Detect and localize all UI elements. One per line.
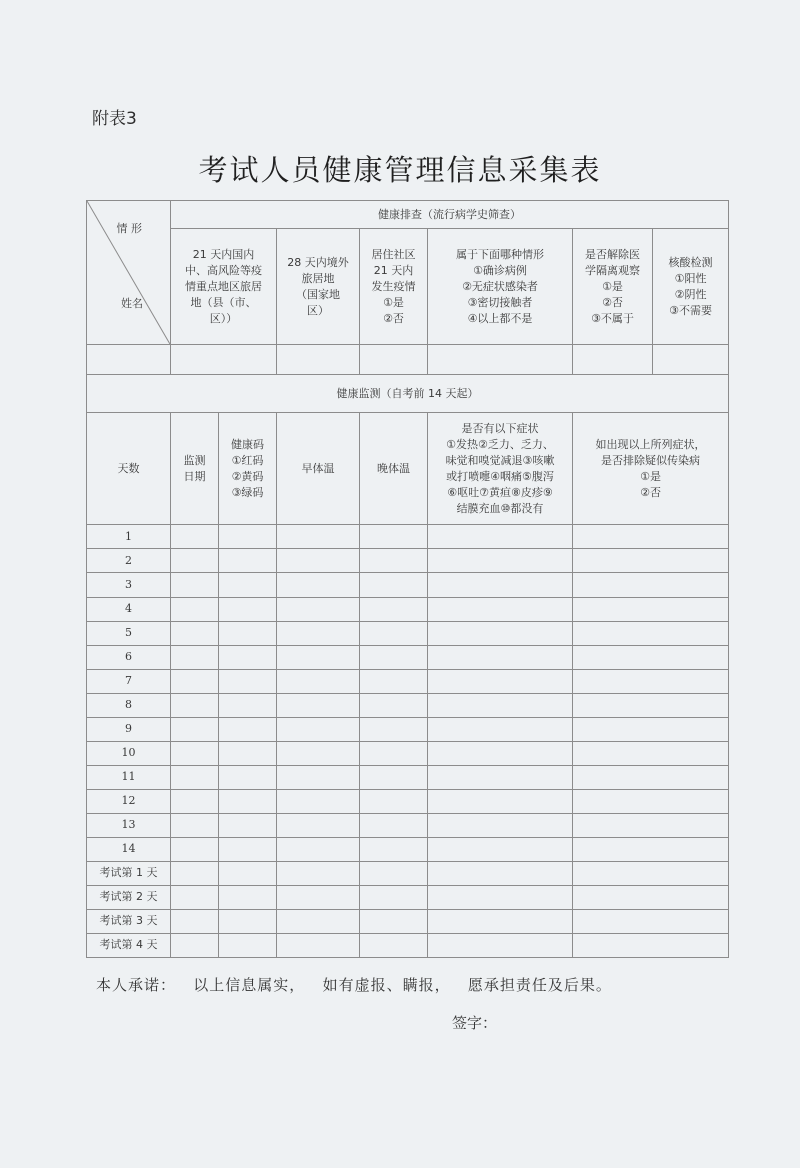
health-code-cell[interactable] <box>219 597 277 621</box>
evening-temp-cell[interactable] <box>360 933 428 957</box>
date-cell[interactable] <box>171 909 219 933</box>
date-cell[interactable] <box>171 717 219 741</box>
evening-temp-cell[interactable] <box>360 909 428 933</box>
symptoms-cell[interactable] <box>428 573 573 597</box>
morning-temp-cell[interactable] <box>277 669 360 693</box>
health-code-cell[interactable] <box>219 573 277 597</box>
health-code-cell[interactable] <box>219 645 277 669</box>
answer-cell[interactable] <box>428 345 573 375</box>
date-cell[interactable] <box>171 933 219 957</box>
question-community-outbreak: 居住社区 21 天内 发生疫情 ①是 ②否 <box>360 229 428 345</box>
symptoms-cell[interactable] <box>428 837 573 861</box>
exclude-cell[interactable] <box>573 861 729 885</box>
day-label: 8 <box>87 693 171 717</box>
exclude-cell[interactable] <box>573 741 729 765</box>
page-title: 考试人员健康管理信息采集表 <box>198 153 602 187</box>
date-cell[interactable] <box>171 669 219 693</box>
health-code-cell[interactable] <box>219 813 277 837</box>
col-header-exclude-infection: 如出现以上所列症状， 是否排除疑似传染病 ①是 ②否 <box>573 413 729 525</box>
symptoms-cell[interactable] <box>428 813 573 837</box>
monitoring-row <box>87 549 729 573</box>
evening-temp-cell[interactable] <box>360 837 428 861</box>
monitoring-row <box>87 525 729 549</box>
monitoring-row <box>87 861 729 885</box>
symptoms-cell[interactable] <box>428 789 573 813</box>
morning-temp-cell[interactable] <box>277 693 360 717</box>
evening-temp-cell[interactable] <box>360 525 428 549</box>
symptoms-cell[interactable] <box>428 621 573 645</box>
monitoring-row <box>87 789 729 813</box>
exclude-cell[interactable] <box>573 597 729 621</box>
exclude-cell[interactable] <box>573 621 729 645</box>
symptoms-cell[interactable] <box>428 693 573 717</box>
morning-temp-cell[interactable] <box>277 645 360 669</box>
health-code-cell[interactable] <box>219 909 277 933</box>
appendix-label: 附表3 <box>92 109 137 129</box>
date-cell[interactable] <box>171 861 219 885</box>
day-label: 1 <box>87 525 171 549</box>
answer-cell[interactable] <box>653 345 729 375</box>
morning-temp-cell[interactable] <box>277 573 360 597</box>
col-header-day: 天数 <box>87 413 171 525</box>
evening-temp-cell[interactable] <box>360 765 428 789</box>
date-cell[interactable] <box>171 741 219 765</box>
promise-statement: 本人承诺： 以上信息属实， 如有虚报、瞒报， 愿承担责任及后果。 <box>96 976 612 994</box>
exclude-cell[interactable] <box>573 693 729 717</box>
exclude-cell[interactable] <box>573 933 729 957</box>
morning-temp-cell[interactable] <box>277 765 360 789</box>
monitoring-row <box>87 741 729 765</box>
health-code-cell[interactable] <box>219 741 277 765</box>
date-cell[interactable] <box>171 765 219 789</box>
health-code-cell[interactable] <box>219 933 277 957</box>
corner-label-situation: 情 形 <box>116 222 142 235</box>
symptoms-cell[interactable] <box>428 765 573 789</box>
exclude-cell[interactable] <box>573 669 729 693</box>
evening-temp-cell[interactable] <box>360 861 428 885</box>
exclude-cell[interactable] <box>573 909 729 933</box>
monitoring-row <box>87 885 729 909</box>
health-code-cell[interactable] <box>219 861 277 885</box>
health-code-cell[interactable] <box>219 669 277 693</box>
health-info-table <box>86 200 729 958</box>
morning-temp-cell[interactable] <box>277 909 360 933</box>
signature-label: 签字： <box>452 1014 498 1032</box>
day-label: 3 <box>87 573 171 597</box>
health-code-cell[interactable] <box>219 789 277 813</box>
question-overseas-travel: 28 天内境外 旅居地 （国家地 区） <box>277 229 360 345</box>
morning-temp-cell[interactable] <box>277 621 360 645</box>
day-label: 4 <box>87 597 171 621</box>
col-header-health-code: 健康码 ①红码 ②黄码 ③绿码 <box>219 413 277 525</box>
evening-temp-cell[interactable] <box>360 717 428 741</box>
symptoms-cell[interactable] <box>428 549 573 573</box>
day-label: 14 <box>87 837 171 861</box>
name-input-cell[interactable] <box>87 345 171 375</box>
date-cell[interactable] <box>171 645 219 669</box>
monitoring-section-title: 健康监测（自考前 14 天起） <box>87 375 729 413</box>
exclude-cell[interactable] <box>573 789 729 813</box>
date-cell[interactable] <box>171 837 219 861</box>
symptoms-cell[interactable] <box>428 597 573 621</box>
symptoms-cell[interactable] <box>428 885 573 909</box>
morning-temp-cell[interactable] <box>277 717 360 741</box>
monitoring-row <box>87 597 729 621</box>
symptoms-cell[interactable] <box>428 525 573 549</box>
monitoring-row <box>87 621 729 645</box>
morning-temp-cell[interactable] <box>277 813 360 837</box>
evening-temp-cell[interactable] <box>360 789 428 813</box>
monitoring-rows <box>87 525 729 958</box>
question-domestic-risk-area: 21 天内国内 中、高风险等疫 情重点地区旅居 地（县（市、 区）） <box>171 229 277 345</box>
question-quarantine-release: 是否解除医 学隔离观察 ①是 ②否 ③不属于 <box>573 229 653 345</box>
symptoms-cell[interactable] <box>428 861 573 885</box>
morning-temp-cell[interactable] <box>277 741 360 765</box>
symptoms-cell[interactable] <box>428 717 573 741</box>
screening-section-title: 健康排查（流行病学史筛查） <box>171 201 729 229</box>
morning-temp-cell[interactable] <box>277 597 360 621</box>
corner-label-name: 姓名 <box>121 297 143 311</box>
monitoring-row <box>87 837 729 861</box>
day-label: 12 <box>87 789 171 813</box>
evening-temp-cell[interactable] <box>360 549 428 573</box>
exclude-cell[interactable] <box>573 549 729 573</box>
evening-temp-cell[interactable] <box>360 741 428 765</box>
answer-cell[interactable] <box>573 345 653 375</box>
day-label: 考试第 4 天 <box>87 933 171 957</box>
morning-temp-cell[interactable] <box>277 933 360 957</box>
day-label: 7 <box>87 669 171 693</box>
health-code-cell[interactable] <box>219 525 277 549</box>
date-cell[interactable] <box>171 813 219 837</box>
health-code-cell[interactable] <box>219 717 277 741</box>
morning-temp-cell[interactable] <box>277 525 360 549</box>
health-code-cell[interactable] <box>219 837 277 861</box>
exclude-cell[interactable] <box>573 645 729 669</box>
health-code-cell[interactable] <box>219 693 277 717</box>
morning-temp-cell[interactable] <box>277 549 360 573</box>
date-cell[interactable] <box>171 789 219 813</box>
day-label: 9 <box>87 717 171 741</box>
day-label: 10 <box>87 741 171 765</box>
health-code-cell[interactable] <box>219 885 277 909</box>
answer-cell[interactable] <box>360 345 428 375</box>
monitoring-row <box>87 933 729 957</box>
evening-temp-cell[interactable] <box>360 597 428 621</box>
monitoring-row <box>87 765 729 789</box>
evening-temp-cell[interactable] <box>360 669 428 693</box>
monitoring-row <box>87 693 729 717</box>
day-label: 5 <box>87 621 171 645</box>
evening-temp-cell[interactable] <box>360 621 428 645</box>
symptoms-cell[interactable] <box>428 669 573 693</box>
monitoring-row <box>87 909 729 933</box>
evening-temp-cell[interactable] <box>360 813 428 837</box>
screening-answer-row <box>87 345 729 375</box>
exclude-cell[interactable] <box>573 573 729 597</box>
date-cell[interactable] <box>171 885 219 909</box>
day-label: 考试第 2 天 <box>87 885 171 909</box>
exclude-cell[interactable] <box>573 765 729 789</box>
col-header-evening-temp: 晚体温 <box>360 413 428 525</box>
date-cell[interactable] <box>171 597 219 621</box>
date-cell[interactable] <box>171 693 219 717</box>
evening-temp-cell[interactable] <box>360 645 428 669</box>
corner-header-cell <box>87 201 171 345</box>
date-cell[interactable] <box>171 573 219 597</box>
day-label: 11 <box>87 765 171 789</box>
day-label: 6 <box>87 645 171 669</box>
exclude-cell[interactable] <box>573 525 729 549</box>
date-cell[interactable] <box>171 549 219 573</box>
health-code-cell[interactable] <box>219 621 277 645</box>
evening-temp-cell[interactable] <box>360 573 428 597</box>
col-header-morning-temp: 早体温 <box>277 413 360 525</box>
col-header-symptoms: 是否有以下症状 ①发热②乏力、乏力、 味觉和嗅觉减退③咳嗽 或打喷嚏④咽痛⑤腹泻 ⑥呕吐⑦黄疸⑧皮疹⑨ 结膜充血⑩都没有 <box>428 413 573 525</box>
evening-temp-cell[interactable] <box>360 693 428 717</box>
exclude-cell[interactable] <box>573 885 729 909</box>
exclude-cell[interactable] <box>573 717 729 741</box>
date-cell[interactable] <box>171 621 219 645</box>
exclude-cell[interactable] <box>573 813 729 837</box>
col-header-date: 监测 日期 <box>171 413 219 525</box>
morning-temp-cell[interactable] <box>277 885 360 909</box>
day-label: 2 <box>87 549 171 573</box>
morning-temp-cell[interactable] <box>277 861 360 885</box>
health-code-cell[interactable] <box>219 765 277 789</box>
question-nucleic-acid-test: 核酸检测 ①阳性 ②阴性 ③不需要 <box>653 229 729 345</box>
answer-cell[interactable] <box>277 345 360 375</box>
question-case-category: 属于下面哪种情形 ①确诊病例 ②无症状感染者 ③密切接触者 ④以上都不是 <box>428 229 573 345</box>
symptoms-cell[interactable] <box>428 741 573 765</box>
morning-temp-cell[interactable] <box>277 789 360 813</box>
symptoms-cell[interactable] <box>428 909 573 933</box>
monitoring-row <box>87 573 729 597</box>
monitoring-row <box>87 645 729 669</box>
day-label: 13 <box>87 813 171 837</box>
day-label: 考试第 3 天 <box>87 909 171 933</box>
morning-temp-cell[interactable] <box>277 837 360 861</box>
answer-cell[interactable] <box>171 345 277 375</box>
evening-temp-cell[interactable] <box>360 885 428 909</box>
monitoring-row <box>87 717 729 741</box>
date-cell[interactable] <box>171 525 219 549</box>
symptoms-cell[interactable] <box>428 645 573 669</box>
health-code-cell[interactable] <box>219 549 277 573</box>
monitoring-row <box>87 813 729 837</box>
day-label: 考试第 1 天 <box>87 861 171 885</box>
monitoring-row <box>87 669 729 693</box>
exclude-cell[interactable] <box>573 837 729 861</box>
symptoms-cell[interactable] <box>428 933 573 957</box>
